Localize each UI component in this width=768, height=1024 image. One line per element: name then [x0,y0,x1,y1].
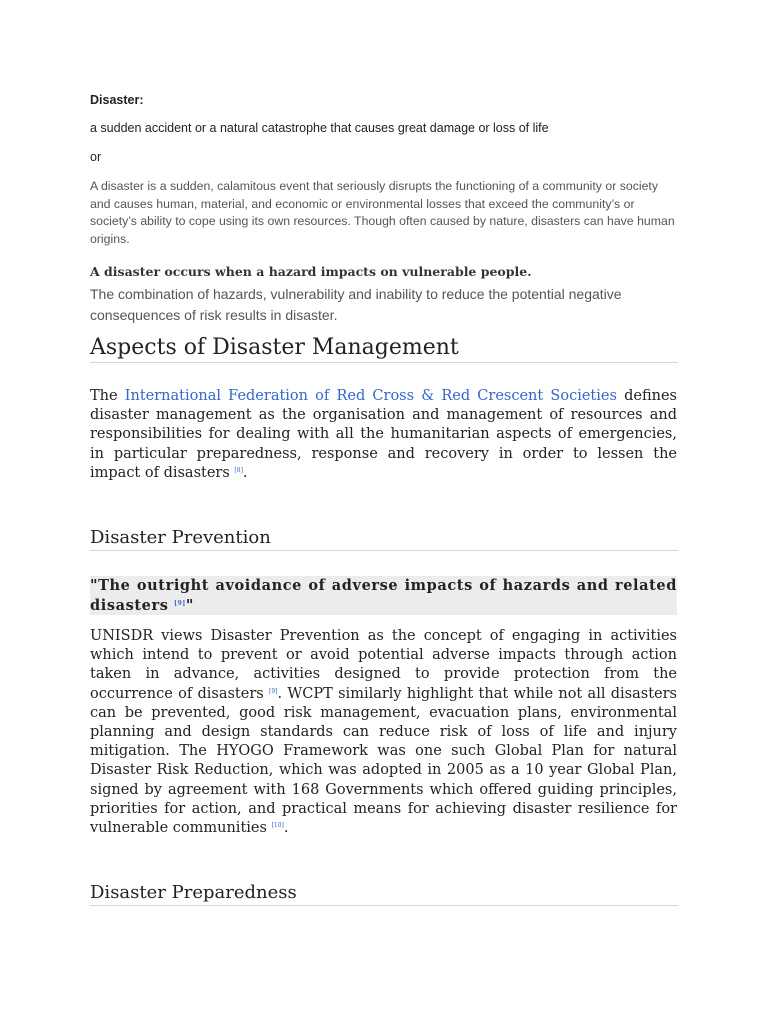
preparedness-heading: Disaster Preparedness [90,881,678,906]
citation-ref-b[interactable]: [10] [271,822,284,830]
prevention-text-b: . WCPT similarly highlight that while not all disasters can be prevented, good risk management, evacuation plans, environmental planning and design standards can reduce risk of loss of life and injury mitigation. The HYOGO Framework was one such Global Plan for natural Disaster Risk Reduction, which was adopted in 2005 as a 10 year Global Plan, signed by agreement with 168 Governments which offered guiding principles, priorities for action, and practical means for achieving disaster resilience for vulnerable communities [90,685,677,837]
aspects-paragraph [90,387,677,483]
definition-short: a sudden accident or a natural catastrophe that causes great damage or loss of life [90,121,549,135]
definition-title: Disaster: [90,93,144,107]
prevention-quote [90,576,677,615]
prevention-end: . [283,820,289,837]
aspects-text: defines disaster management as the organisation and management of resources and responsibilities for dealing with all the humanitarian aspects of emergencies, in particular preparedness, response and recovery in order to lessen the impact of disasters [90,388,677,481]
aspects-intro: The [90,388,118,404]
definition-or: or [90,150,102,164]
definition-combination: The combination of hazards, vulnerability and inability to reduce the potential negative consequences of risk results in disaster. [90,286,622,323]
aspects-end: . [242,464,248,481]
aspects-heading: Aspects of Disaster Management [90,334,678,363]
quote-text: "The outright avoidance of adverse impacts of hazards and related disasters [90,577,677,614]
citation-ref[interactable]: [8] [234,466,243,474]
prevention-text-a: UNISDR views Disaster Prevention as the concept of engaging in activities which intend to prevent or avoid potential adverse impacts through action taken in advance, activities designed to provide protection from the occurrence of disasters [90,628,677,702]
prevention-paragraph [90,627,677,838]
ifrc-link[interactable]: International Federation of Red Cross & Red Crescent Societies [124,388,617,404]
citation-ref-a[interactable]: [9] [269,687,278,695]
quote-end: " [185,596,194,614]
definition-long: A disaster is a sudden, calamitous event that seriously disrupts the functioning of a community or society and causes human, material, and economic or environmental losses that exceed the community’s or society’s ability to cope using its own resources. Though often caused by nature, disasters can have human origins. [90,179,675,246]
definition-bold: A disaster occurs when a hazard impacts on vulnerable people. [90,264,532,279]
quote-citation-ref[interactable]: [9] [174,599,186,607]
prevention-heading: Disaster Prevention [90,526,678,551]
